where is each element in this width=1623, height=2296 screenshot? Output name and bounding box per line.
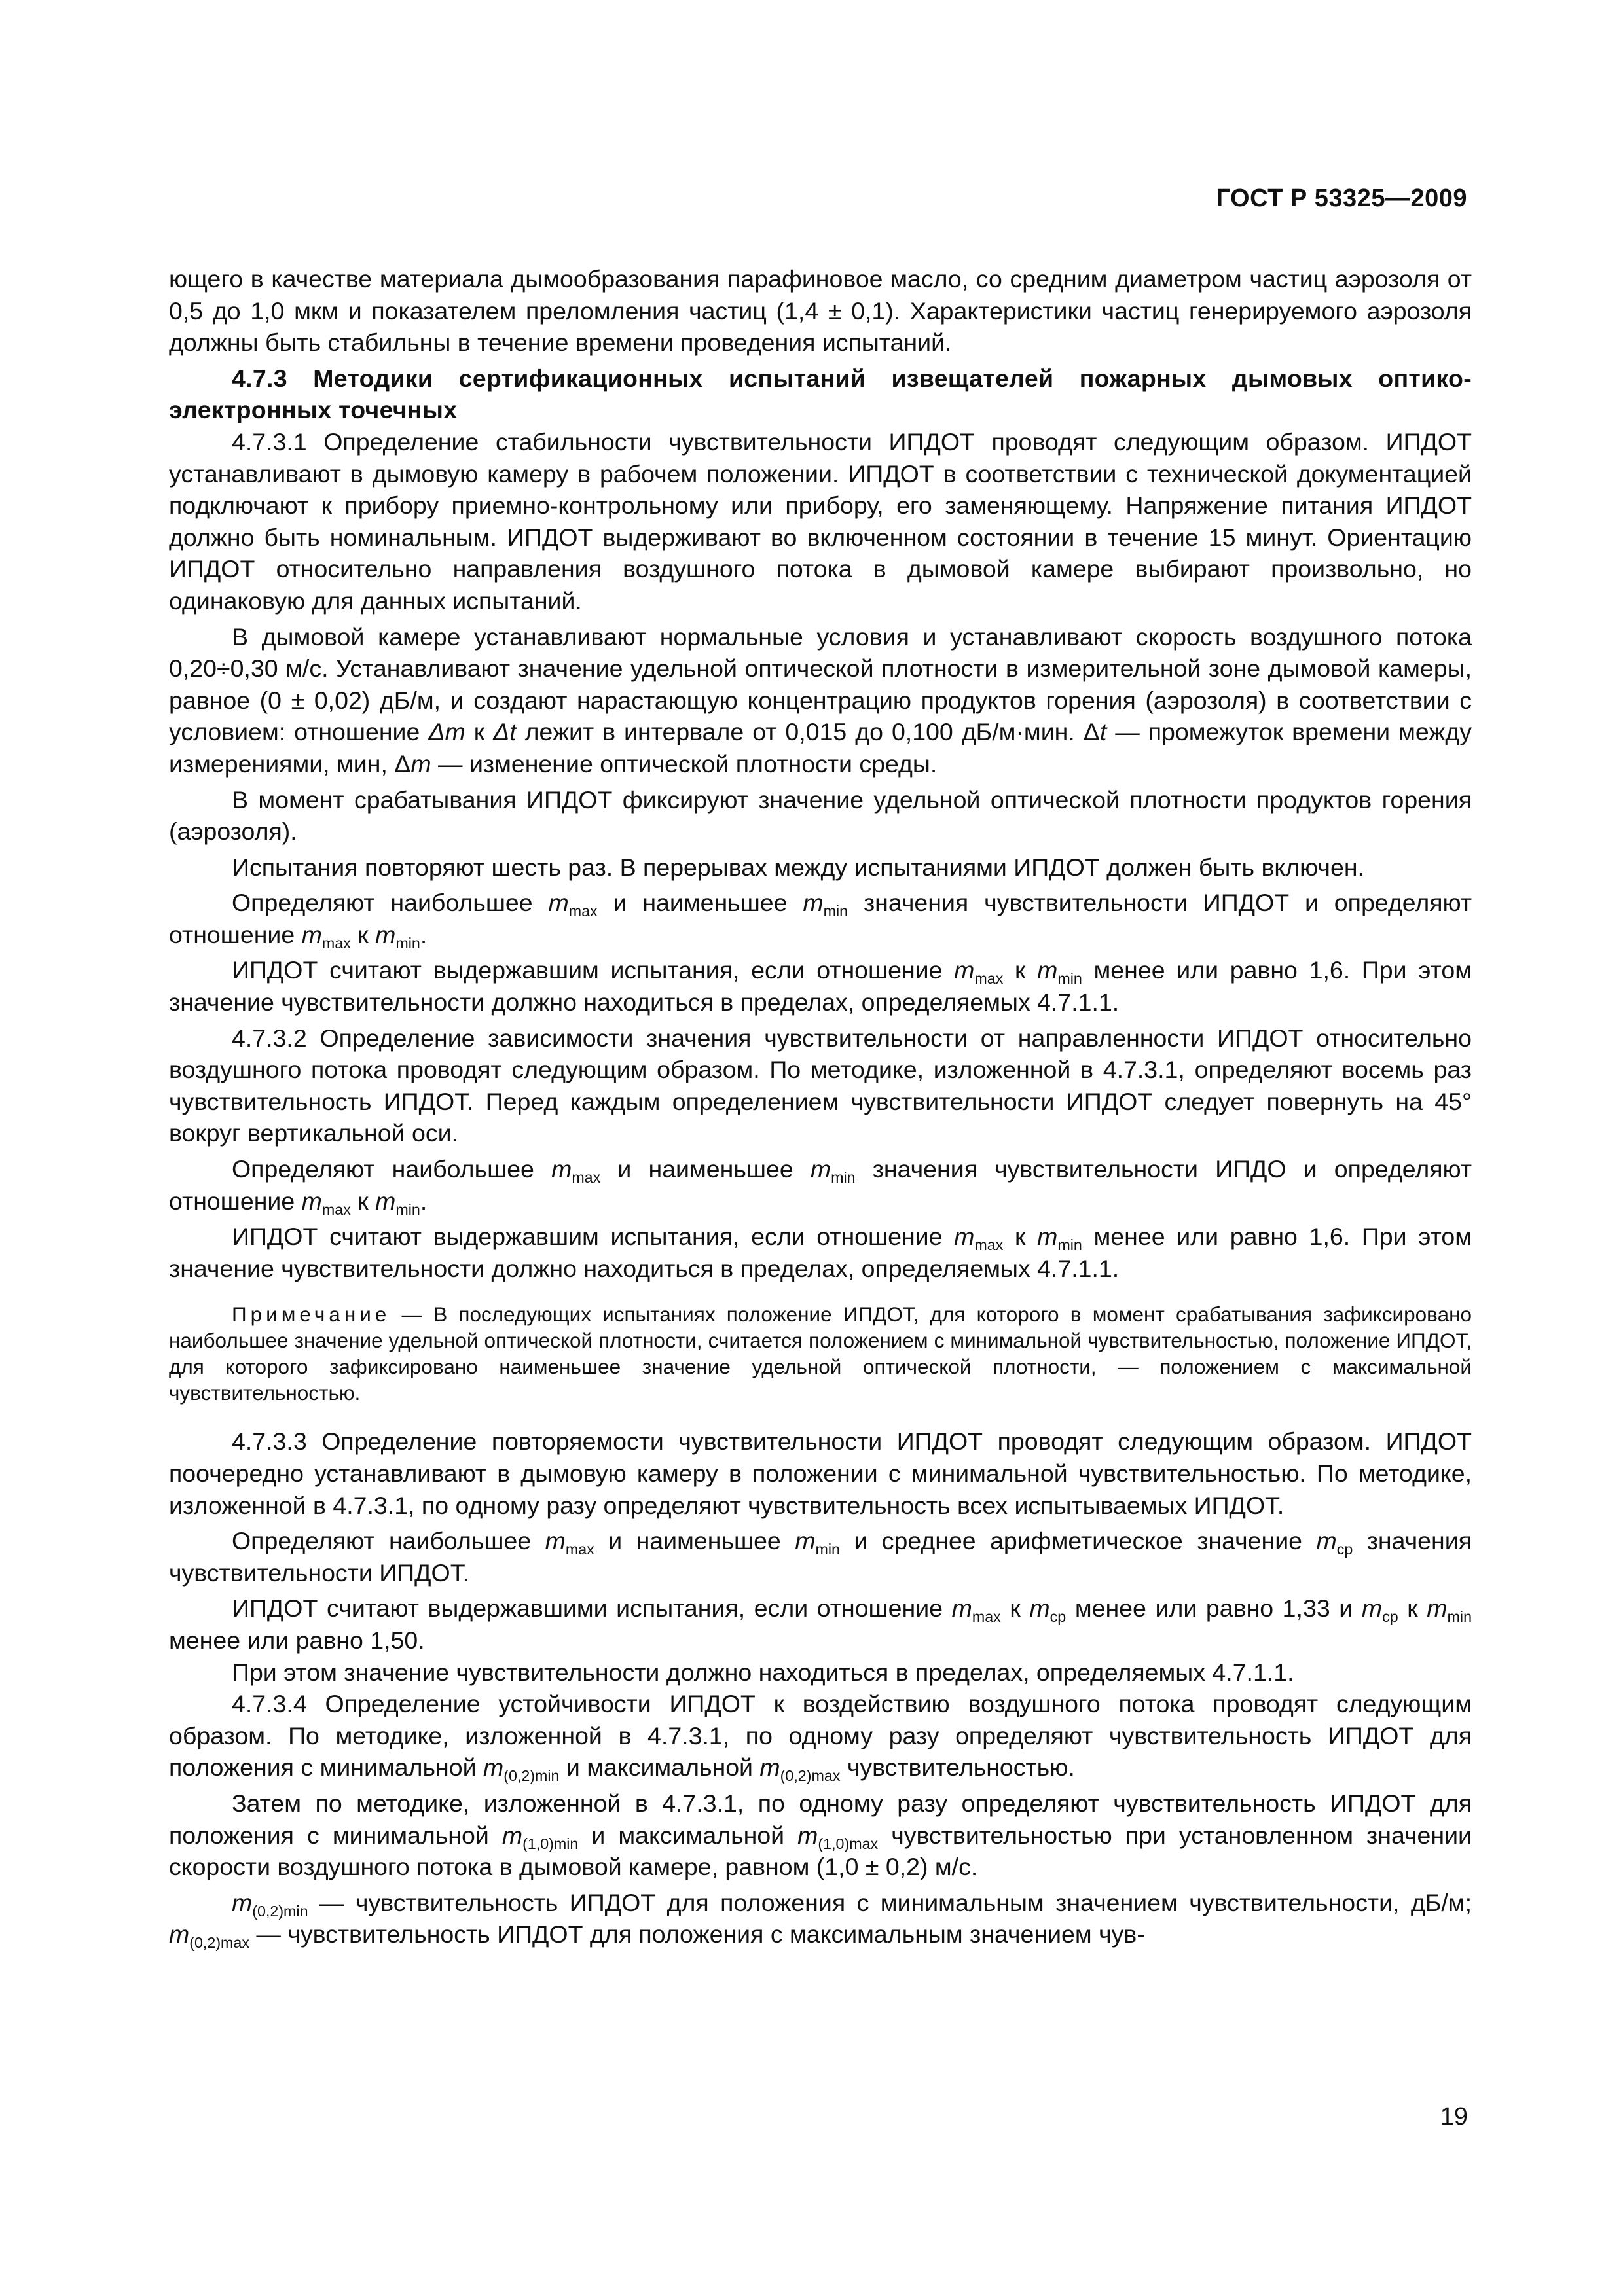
paragraph: Затем по методике, изложенной в 4.7.3.1, по одному разу определяют чувствительность ИПДОТ для положения с минимальной $m_{(1,0)min}$ и максимальной $m_{(1,0)max}$ чувствительностью при установленном значении скорости воздушного потока в дымовой камере, равном (1,0 ± 0,2) м/с. xyxy=(169,1789,1472,1881)
paragraph: ИПДОТ считают выдержавшими испытания, если отношение $m_{max}$ к $m_{ср}$ менее или равно 1,33 и $m_{ср}$ к $m_{min}$ менее или равно 1,50. xyxy=(169,1594,1472,1654)
paragraph: В момент срабатывания ИПДОТ фиксируют значение удельной оптической плотности продуктов горения (аэрозоля). xyxy=(169,785,1472,846)
paragraph: 4.7.3.2 Определение зависимости значения чувствительности от направленности ИПДОТ относительно воздушного потока проводят следующим образом. По методике, изложенной в 4.7.3.1, определяют восемь раз чувствительность ИПДОТ. Перед каждым определением чувствительности ИПДОТ следует повернуть на 45° вокруг вертикальной оси. xyxy=(169,1024,1472,1147)
paragraph: При этом значение чувствительности должно находиться в пределах, определяемых 4.7.1.1. xyxy=(232,1658,1294,1686)
paragraph: В дымовой камере устанавливают нормальные условия и устанавливают скорость воздушного потока 0,20÷0,30 м/с. Устанавливают значение удельной оптической плотности в измерительной зоне дымовой камеры, равное (0 ± 0,02) дБ/м, и создают нарастающую концентрацию продуктов горения (аэрозоля) в соответствии с условием: отношение Δm к Δt лежит в интервале от 0,015 до 0,100 дБ/м·мин. Δt — промежуток времени между измерениями, мин, Δm — изменение оптической плотности среды. xyxy=(169,622,1472,778)
note-text: — В последующих испытаниях положение ИПДОТ, для которого в момент срабатывания зафиксировано наибольшее значение удельной оптической плотности, считается положением с минимальной чувствительностью, положение ИПДОТ, для которого зафиксировано наименьшее значение удельной оптической плотности, — положением с максимальной чувствительностью. xyxy=(169,1302,1472,1405)
paragraph: 4.7.3.1 Определение стабильности чувствительности ИПДОТ проводят следующим образом. ИПДОТ устанавливают в дымовую камеру в рабочем положении. ИПДОТ в соответствии с технической документацией подключают к прибору приемно-контрольному или прибору, его заменяющему. Напряжение питания ИПДОТ должно быть номинальным. ИПДОТ выдерживают во включенном состоянии в течение 15 минут. Ориентацию ИПДОТ относительно направления воздушного потока в дымовой камере выбирают произвольно, но одинаковую для данных испытаний. xyxy=(169,427,1472,615)
document-id: ГОСТ Р 53325—2009 xyxy=(1216,185,1467,212)
section-heading-text: 4.7.3 Методики сертификационных испытаний извещателей пожарных дымовых оптико-электронных точечных xyxy=(169,364,1472,424)
note xyxy=(169,1301,1472,1406)
note-label: Примечание xyxy=(232,1302,391,1327)
paragraph: Определяют наибольшее $m_{max}$ и наименьшее $m_{min}$ значения чувствительности ИПДО и определяют отношение $m_{max}$ к $m_{min}$. xyxy=(169,1155,1472,1218)
paragraph: ющего в качестве материала дымообразования парафиновое масло, со средним диаметром частиц аэрозоля от 0,5 до 1,0 мкм и показателем преломления частиц (1,4 ± 0,1). Характеристики частиц генерируемого аэрозоля должны быть стабильны в течение времени проведения испытаний. xyxy=(169,265,1472,357)
section-heading xyxy=(169,363,1472,426)
paragraph: 4.7.3.3 Определение повторяемости чувствительности ИПДОТ проводят следующим образом. ИПДОТ поочередно устанавливают в дымовую камеру в положении с минимальной чувствительностью. По методике, изложенной в 4.7.3.1, по одному разу определяют чувствительность всех испытываемых ИПДОТ. xyxy=(169,1427,1472,1519)
paragraph: $m_{(0,2)min}$ — чувствительность ИПДОТ для положения с минимальным значением чувствительности, дБ/м; $m_{(0,2)max}$ — чувствительность ИПДОТ для положения с максимальным значением чув- xyxy=(169,1888,1472,1952)
paragraph: Определяют наибольшее $m_{max}$ и наименьшее $m_{min}$ и среднее арифметическое значение $m_{ср}$ значения чувствительности ИПДОТ. xyxy=(169,1527,1472,1587)
paragraph: ИПДОТ считают выдержавшим испытания, если отношение $m_{max}$ к $m_{min}$ менее или равно 1,6. При этом значение чувствительности должно находиться в пределах, определяемых 4.7.1.1. xyxy=(169,956,1472,1016)
paragraph: 4.7.3.4 Определение устойчивости ИПДОТ к воздействию воздушного потока проводят следующим образом. По методике, изложенной в 4.7.3.1, по одному разу определяют чувствительность ИПДОТ для положения с минимальной $m_{(0,2)min}$ и максимальной $m_{(0,2)max}$ чувствительностью. xyxy=(169,1690,1472,1785)
paragraph: Определяют наибольшее $m_{max}$ и наименьшее $m_{min}$ значения чувствительности ИПДОТ и определяют отношение $m_{max}$ к $m_{min}$. xyxy=(169,889,1472,952)
document-body xyxy=(169,263,1472,1950)
paragraph: Испытания повторяют шесть раз. В перерывах между испытаниями ИПДОТ должен быть включен. xyxy=(232,853,1364,881)
page-number: 19 xyxy=(1440,2103,1468,2130)
paragraph: ИПДОТ считают выдержавшим испытания, если отношение $m_{max}$ к $m_{min}$ менее или равно 1,6. При этом значение чувствительности должно находиться в пределах, определяемых 4.7.1.1. xyxy=(169,1223,1472,1282)
